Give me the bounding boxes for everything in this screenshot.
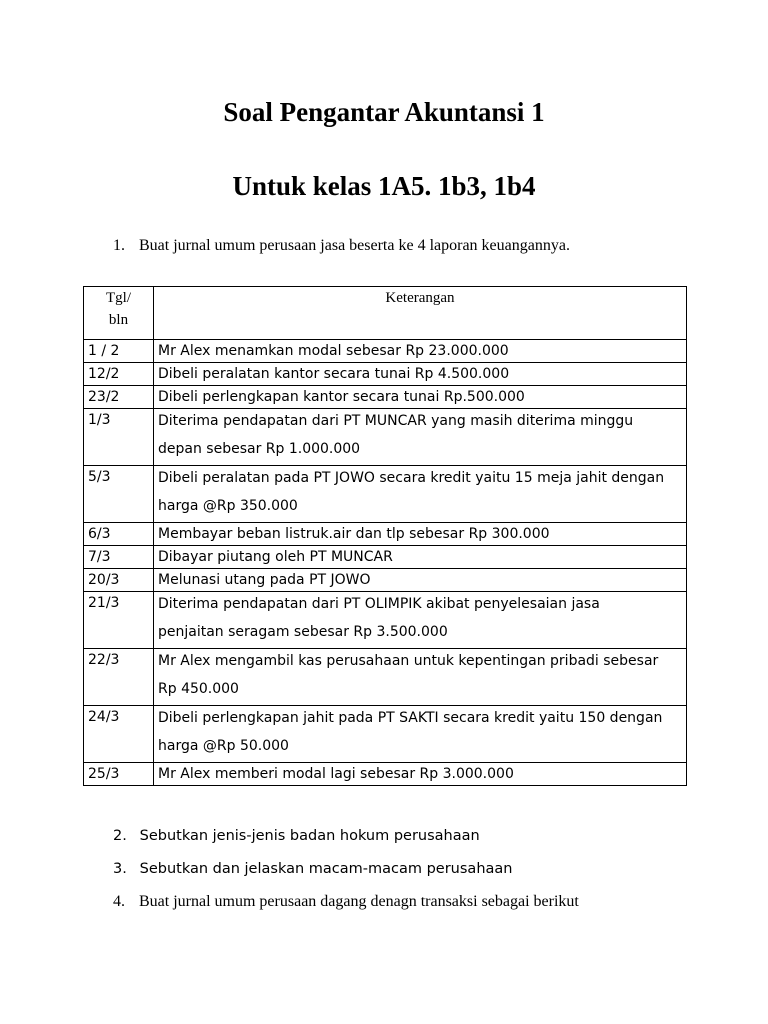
- row-description-line: harga @Rp 50.000: [158, 738, 289, 754]
- row-description: [154, 363, 687, 386]
- header-description: Keterangan: [154, 287, 687, 340]
- row-date: 21/3: [84, 592, 154, 649]
- table-row: [84, 523, 687, 546]
- table-row: [84, 649, 687, 706]
- row-description-line: Diterima pendapatan dari PT OLIMPIK akibat penyelesaian jasa: [158, 596, 600, 612]
- row-description: [154, 569, 687, 592]
- row-description-line: Dibayar piutang oleh PT MUNCAR: [158, 549, 393, 565]
- question-text: Sebutkan jenis-jenis badan hokum perusahaan: [139, 828, 480, 844]
- row-date: 20/3: [84, 569, 154, 592]
- row-description-line: Mr Alex mengambil kas perusahaan untuk kepentingan pribadi sebesar: [158, 653, 659, 669]
- row-description: [154, 386, 687, 409]
- question-text: Buat jurnal umum perusaan jasa beserta ke 4 laporan keuangannya.: [139, 237, 570, 254]
- row-description: [154, 706, 687, 763]
- document-subtitle: Untuk kelas 1A5. 1b3, 1b4: [232, 171, 536, 201]
- table-row: [84, 706, 687, 763]
- row-description-line: Melunasi utang pada PT JOWO: [158, 572, 371, 588]
- row-description: [154, 649, 687, 706]
- question-3: [113, 859, 512, 879]
- row-date: 22/3: [84, 649, 154, 706]
- row-description-line: harga @Rp 350.000: [158, 498, 298, 514]
- table-row: [84, 763, 687, 786]
- table-row: [84, 340, 687, 363]
- table-row: [84, 363, 687, 386]
- header-date: [84, 287, 154, 340]
- question-number: 1.: [113, 237, 125, 254]
- row-date: 7/3: [84, 546, 154, 569]
- question-1: [113, 236, 570, 256]
- row-description: [154, 523, 687, 546]
- row-description-line: Rp 450.000: [158, 681, 239, 697]
- row-description-line: Dibeli peralatan kantor secara tunai Rp 4.500.000: [158, 366, 510, 382]
- row-description-line: Dibeli peralatan pada PT JOWO secara kredit yaitu 15 meja jahit dengan: [158, 470, 665, 486]
- row-description: [154, 592, 687, 649]
- question-number: 4.: [113, 893, 125, 910]
- row-date: 24/3: [84, 706, 154, 763]
- row-description-line: Dibeli perlengkapan jahit pada PT SAKTI secara kredit yaitu 150 dengan: [158, 710, 663, 726]
- table-row: [84, 546, 687, 569]
- question-number: 2.: [113, 828, 127, 844]
- header-date-line2: bln: [108, 312, 129, 328]
- row-description-line: Dibeli perlengkapan kantor secara tunai Rp.500.000: [158, 389, 525, 405]
- row-description: [154, 409, 687, 466]
- row-date: 5/3: [84, 466, 154, 523]
- table-row: [84, 592, 687, 649]
- row-description: [154, 466, 687, 523]
- row-date: 6/3: [84, 523, 154, 546]
- question-text: Buat jurnal umum perusaan dagang denagn transaksi sebagai berikut: [139, 893, 579, 910]
- row-description-line: penjaitan seragam sebesar Rp 3.500.000: [158, 624, 448, 640]
- row-description-line: Diterima pendapatan dari PT MUNCAR yang masih diterima minggu: [158, 413, 634, 429]
- row-description-line: Membayar beban listruk.air dan tlp sebesar Rp 300.000: [158, 526, 550, 542]
- row-description-line: depan sebesar Rp 1.000.000: [158, 441, 361, 457]
- table-row: [84, 569, 687, 592]
- row-description: [154, 546, 687, 569]
- question-text: Sebutkan dan jelaskan macam-macam perusahaan: [139, 861, 513, 877]
- header-date-line1: Tgl/: [106, 290, 131, 306]
- row-description: [154, 763, 687, 786]
- table-row: [84, 466, 687, 523]
- document-title: Soal Pengantar Akuntansi 1: [223, 97, 545, 127]
- row-date: 12/2: [84, 363, 154, 386]
- question-number: 3.: [113, 861, 127, 877]
- table-row: [84, 386, 687, 409]
- question-4: [113, 892, 579, 912]
- row-description-line: Mr Alex menamkan modal sebesar Rp 23.000.000: [158, 343, 509, 359]
- row-date: 25/3: [84, 763, 154, 786]
- row-date: 1/3: [84, 409, 154, 466]
- row-description: [154, 340, 687, 363]
- row-date: 1 / 2: [84, 340, 154, 363]
- table-row: [84, 409, 687, 466]
- row-date: 23/2: [84, 386, 154, 409]
- row-description-line: Mr Alex memberi modal lagi sebesar Rp 3.000.000: [158, 766, 514, 782]
- table-body: [84, 340, 687, 786]
- transactions-table: [83, 286, 687, 786]
- question-2: [113, 826, 480, 846]
- table-header-row: [84, 287, 687, 340]
